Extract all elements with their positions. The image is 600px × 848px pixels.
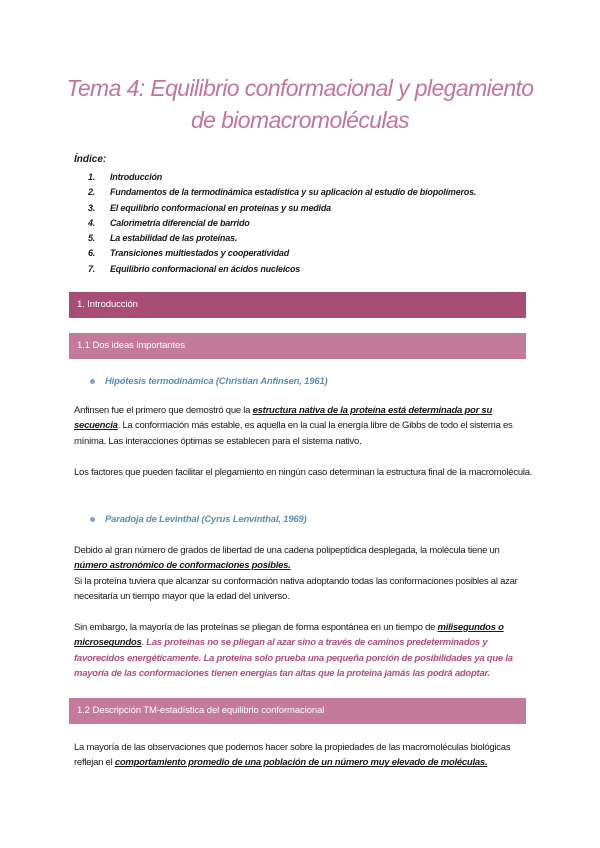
index-item: 7. Equilibrio conformacional en ácidos nucleicos <box>88 263 301 274</box>
section-heading-1: 1. Introducción <box>69 292 526 318</box>
bullet-levinthal: Paradoja de Levinthal (Cyrus Lenvinthal, 1969) <box>90 514 306 525</box>
index-item: 5. La estabilidad de las proteínas. <box>88 233 238 244</box>
paragraph-levinthal: Debido al gran número de grados de libertad de una cadena polipeptídica desplegada, la molécula tiene un número astronómico de conformaciones posibles. Si la proteína tuviera que alcanzar su conformación nativa adoptando todas las conformaciones posibles al azar necesitaría un tiempo mayor que la edad del universo. <box>74 545 518 603</box>
subsection-heading-1-1: 1.1 Dos ideas importantes <box>69 333 526 359</box>
paragraph-factores: Los factores que pueden facilitar el plegamiento en ningún caso determinan la estructura final de la macromolécula. <box>74 467 533 478</box>
title-line-2: de biomacromoléculas <box>190 107 410 133</box>
bullet-dot-icon <box>90 517 95 522</box>
index-list <box>88 170 476 277</box>
bullet-dot-icon <box>90 379 95 384</box>
page-title <box>0 72 600 136</box>
index-item: 1. Introducción <box>88 172 163 182</box>
index-label: Índice: <box>74 154 107 165</box>
bullet-anfinsen: Hipótesis termodinámica (Christian Anfinsen, 1961) <box>90 376 327 387</box>
title-line-1: Tema 4: Equilibrio conformacional y plegamiento <box>66 75 534 101</box>
index-item: 2. Fundamentos de la termodinámica estadística y su aplicación al estudio de biopolímeros. <box>88 187 477 198</box>
index-item: 6. Transiciones multiestados y cooperatividad <box>88 248 289 259</box>
index-item: 4. Calorimetría diferencial de barrido <box>88 217 250 228</box>
paragraph-sin-embargo: Sin embargo, la mayoría de las proteínas se pliegan de forma espontánea en un tiempo de milisegundos o microsegundos. Las proteínas no se pliegan al azar sino a través de caminos predeterminados y favorecidos energéticamente. La proteína solo prueba una pequeña porción de posibilidades ya que la mayoría de las conformaciones tienen energías tan altas que la proteína jamás las podrá adoptar. <box>74 622 513 680</box>
paragraph-anfinsen: Anfinsen fue el primero que demostró que la estructura nativa de la proteína está determinada por su secuencia. La conformación más estable, es aquella en la cual la energía libre de Gibbs de todo el sistema es mínima. Las interacciones óptimas se establecen para el sistema nativo. <box>74 405 513 447</box>
subsection-heading-1-2: 1.2 Descripción TM-estadística del equilibrio conformacional <box>69 698 526 724</box>
index-item: 3. El equilibrio conformacional en proteínas y su medida <box>88 202 331 213</box>
paragraph-observaciones: La mayoría de las observaciones que podemos hacer sobre la propiedades de las macromoléculas biológicas reflejan el comportamiento promedio de una población de un número muy elevado de moléculas. <box>74 742 511 769</box>
